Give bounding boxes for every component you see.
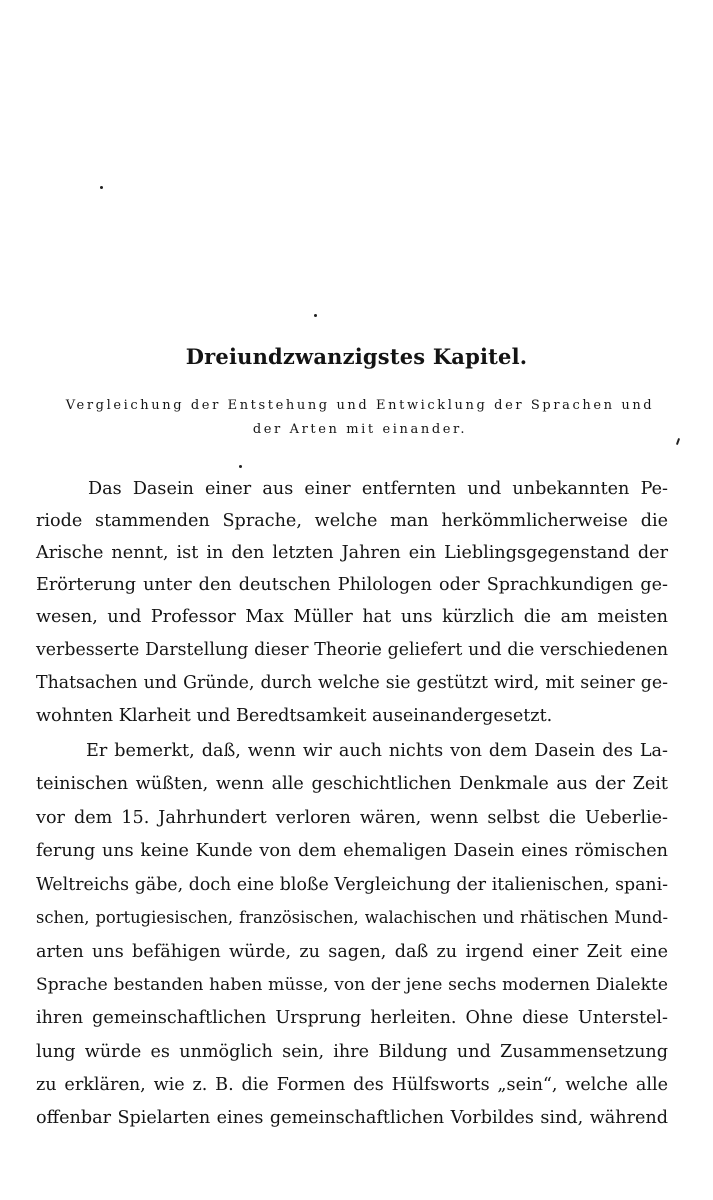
- body-text-line: teinischen wüßten, wenn alle geschichtlichen Denkmale aus der Zeit: [36, 774, 668, 794]
- body-text-line: offenbar Spielarten eines gemeinschaftlichen Vorbildes sind, während: [36, 1108, 668, 1128]
- body-text-line: wohnten Klarheit und Beredtsamkeit auseinandergesetzt.: [36, 706, 553, 726]
- body-text-line: lung würde es unmöglich sein, ihre Bildung und Zusammensetzung: [36, 1042, 668, 1062]
- body-text-line: Er bemerkt, daß, wenn wir auch nichts von dem Dasein des La-: [86, 741, 668, 761]
- chapter-subtitle-line: Vergleichung der Entstehung und Entwicklung der Sprachen und: [65, 398, 655, 413]
- body-text-line: verbesserte Darstellung dieser Theorie geliefert und die verschiedenen: [36, 640, 668, 660]
- body-text-line: zu erklären, wie z. B. die Formen des Hülfsworts „sein“, welche alle: [36, 1075, 668, 1095]
- print-speck: [239, 465, 242, 468]
- body-text-line: schen, portugiesischen, französischen, walachischen und rhätischen Mund-: [36, 908, 668, 927]
- print-speck: [314, 314, 317, 317]
- body-text-line: Das Dasein einer aus einer entfernten und unbekannten Pe-: [88, 479, 668, 499]
- body-text-line: Weltreichs gäbe, doch eine bloße Vergleichung der italienischen, spani-: [36, 875, 668, 895]
- print-speck: [100, 186, 103, 189]
- body-text-line: riode stammenden Sprache, welche man herkömmlicherweise die: [36, 511, 668, 531]
- body-text-line: Arische nennt, ist in den letzten Jahren ein Lieblingsgegenstand der: [36, 543, 668, 563]
- body-text-line: arten uns befähigen würde, zu sagen, daß zu irgend einer Zeit eine: [36, 942, 668, 962]
- chapter-subtitle-line: der Arten mit einander.: [252, 422, 468, 437]
- body-text-line: ferung uns keine Kunde von dem ehemaligen Dasein eines römischen: [36, 841, 668, 861]
- body-text-line: Thatsachen und Gründe, durch welche sie gestützt wird, mit seiner ge-: [36, 673, 668, 693]
- body-text-line: wesen, und Professor Max Müller hat uns kürzlich die am meisten: [36, 607, 668, 627]
- body-text-line: vor dem 15. Jahrhundert verloren wären, wenn selbst die Ueberlie-: [36, 808, 668, 828]
- body-text-line: ihren gemeinschaftlichen Ursprung herleiten. Ohne diese Unterstel-: [36, 1008, 668, 1028]
- body-text-line: Erörterung unter den deutschen Philologen oder Sprachkundigen ge-: [36, 575, 668, 595]
- body-text-line: Sprache bestanden haben müsse, von der jene sechs modernen Dialekte: [36, 975, 668, 995]
- chapter-title: Dreiundzwanzigstes Kapitel.: [185, 344, 528, 369]
